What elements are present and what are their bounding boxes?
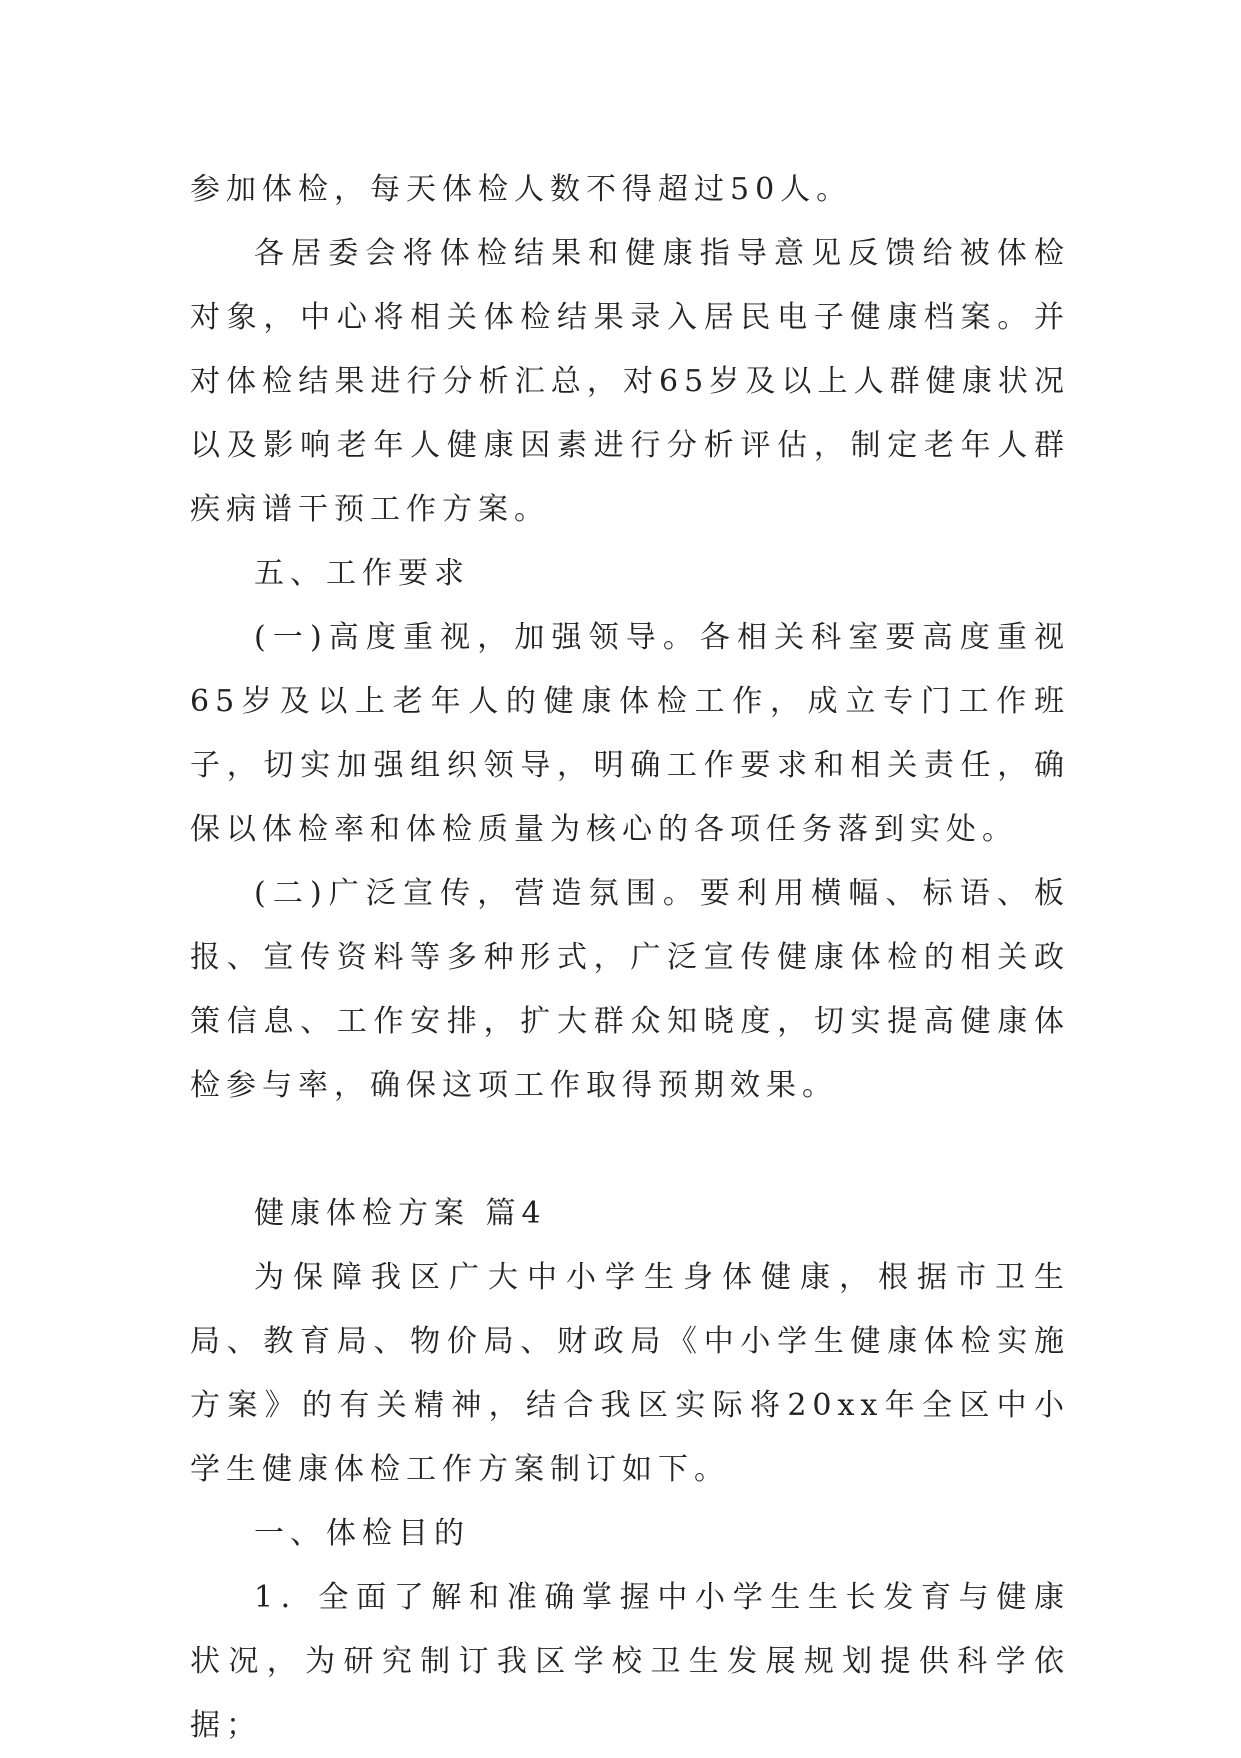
paragraph: 各居委会将体检结果和健康指导意见反馈给被体检对象，中心将相关体检结果录入居民电子健康档案。并对体检结果进行分析汇总，对65岁及以上人群健康状况以及影响老年人健康因素进行分析评估，制定老年人群疾病谱干预工作方案。: [190, 236, 1070, 527]
paragraph: 参加体检，每天体检人数不得超过50人。: [190, 172, 853, 207]
section-heading: 一、体检目的: [254, 1516, 470, 1551]
blank-line: [190, 1118, 1070, 1182]
document-body: [190, 158, 1070, 1758]
paragraph: 1．全面了解和准确掌握中小学生生长发育与健康状况，为研究制订我区学校卫生发展规划提供科学依据；: [190, 1580, 1070, 1743]
paragraph: 为保障我区广大中小学生身体健康，根据市卫生局、教育局、物价局、财政局《中小学生健康体检实施方案》的有关精神，结合我区实际将20xx年全区中小学生健康体检工作方案制订如下。: [190, 1260, 1070, 1487]
section-title: 健康体检方案 篇4: [254, 1196, 547, 1231]
paragraph: (一)高度重视，加强领导。各相关科室要高度重视65岁及以上老年人的健康体检工作，成立专门工作班子，切实加强组织领导，明确工作要求和相关责任，确保以体检率和体检质量为核心的各项任务落到实处。: [190, 620, 1070, 847]
paragraph: (二)广泛宣传，营造氛围。要利用横幅、标语、板报、宣传资料等多种形式，广泛宣传健康体检的相关政策信息、工作安排，扩大群众知晓度，切实提高健康体检参与率，确保这项工作取得预期效果。: [190, 876, 1070, 1103]
section-heading: 五、工作要求: [254, 556, 470, 591]
